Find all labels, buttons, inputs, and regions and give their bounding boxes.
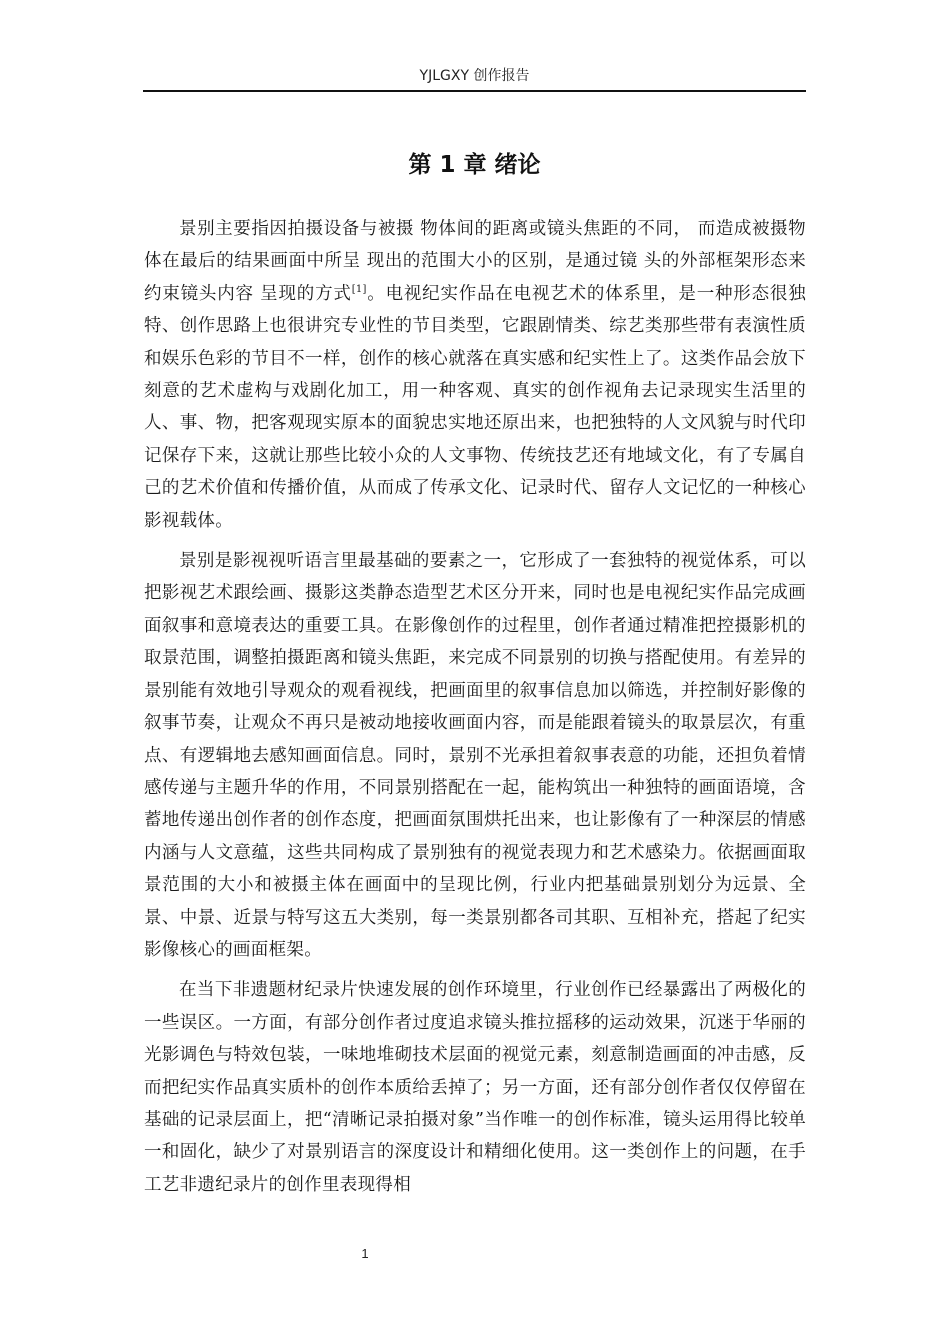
chapter-title: 第 1 章 绪论 (408, 152, 541, 178)
running-header: YJLGXY 创作报告 (419, 68, 530, 84)
paragraph-3: 在当下非遗题材纪录片快速发展的创作环境里，行业创作已经暴露出了两极化的一些误区。一方面，有部分创作者过度追求镜头推拉摇移的运动效果，沉迷于华丽的光影调色与特效包装，一味地堆砌技术层面的视觉元素，刻意制造画面的冲击感，反而把纪实作品真实质朴的创作本质给丢掉了；另一方面，还有部分创作者仅仅停留在基础的记录层面上，把“清晰记录拍摄对象”当作唯一的创作标准，镜头运用得比较单一和固化，缺少了对景别语言的深度设计和精细化使用。这一类创作上的问题，在手工艺非遗纪录片的创作里表现得相 (144, 980, 806, 1195)
paragraph-1-text-b: 。电视纪实作品在电视艺术的体系里，是一种形态很独特、创作思路上也很讲究专业性的节目类型，它跟剧情类、综艺类那些带有表演性质和娱乐色彩的节目不一样，创作的核心就落在真实感和纪实性上了。这类作品会放下刻意的艺术虚构与戏剧化加工，用一种客观、真实的创作视角去记录现实生活里的人、事、物，把客观现实原本的面貌忠实地还原出来，也把独特的人文风貌与时代印记保存下来，这就让那些比较小众的人文事物、传统技艺还有地域文化，有了专属自己的艺术价值和传播价值，从而成了传承文化、记录时代、留存人文记忆的一种核心影视载体。 (144, 283, 806, 531)
header-rule (143, 90, 806, 92)
page-number: 1 (361, 1246, 369, 1261)
paragraph-1-text-a: 景别主要指因拍摄设备与被摄 物体间的距离或镜头焦距的不同， 而造成被摄物体在最后的结果画面中所呈 现出的范围大小的区别，是通过镜 头的外部框架形态来约束镜头内容 呈现的方式 (144, 219, 806, 304)
body-text (144, 213, 806, 1209)
paragraph-2: 景别是影视视听语言里最基础的要素之一，它形成了一套独特的视觉体系，可以把影视艺术跟绘画、摄影这类静态造型艺术区分开来，同时也是电视纪实作品完成画面叙事和意境表达的重要工具。在影像创作的过程里，创作者通过精准把控摄影机的取景范围，调整拍摄距离和镜头焦距，来完成不同景别的切换与搭配使用。有差异的景别能有效地引导观众的观看视线，把画面里的叙事信息加以筛选，并控制好影像的叙事节奏，让观众不再只是被动地接收画面内容，而是能跟着镜头的取景层次，有重点、有逻辑地去感知画面信息。同时，景别不光承担着叙事表意的功能，还担负着情感传递与主题升华的作用，不同景别搭配在一起，能构筑出一种独特的画面语境，含蓄地传递出创作者的创作态度，把画面氛围烘托出来，也让影像有了一种深层的情感内涵与人文意蕴，这些共同构成了景别独有的视觉表现力和艺术感染力。依据画面取景范围的大小和被摄主体在画面中的呈现比例，行业内把基础景别划分为远景、全景、中景、近景与特写这五大类别，每一类景别都各司其职、互相补充，搭起了纪实影像核心的画面框架。 (144, 551, 806, 960)
paragraph-1 (144, 213, 806, 537)
citation-reference[interactable]: [1] (351, 283, 367, 295)
